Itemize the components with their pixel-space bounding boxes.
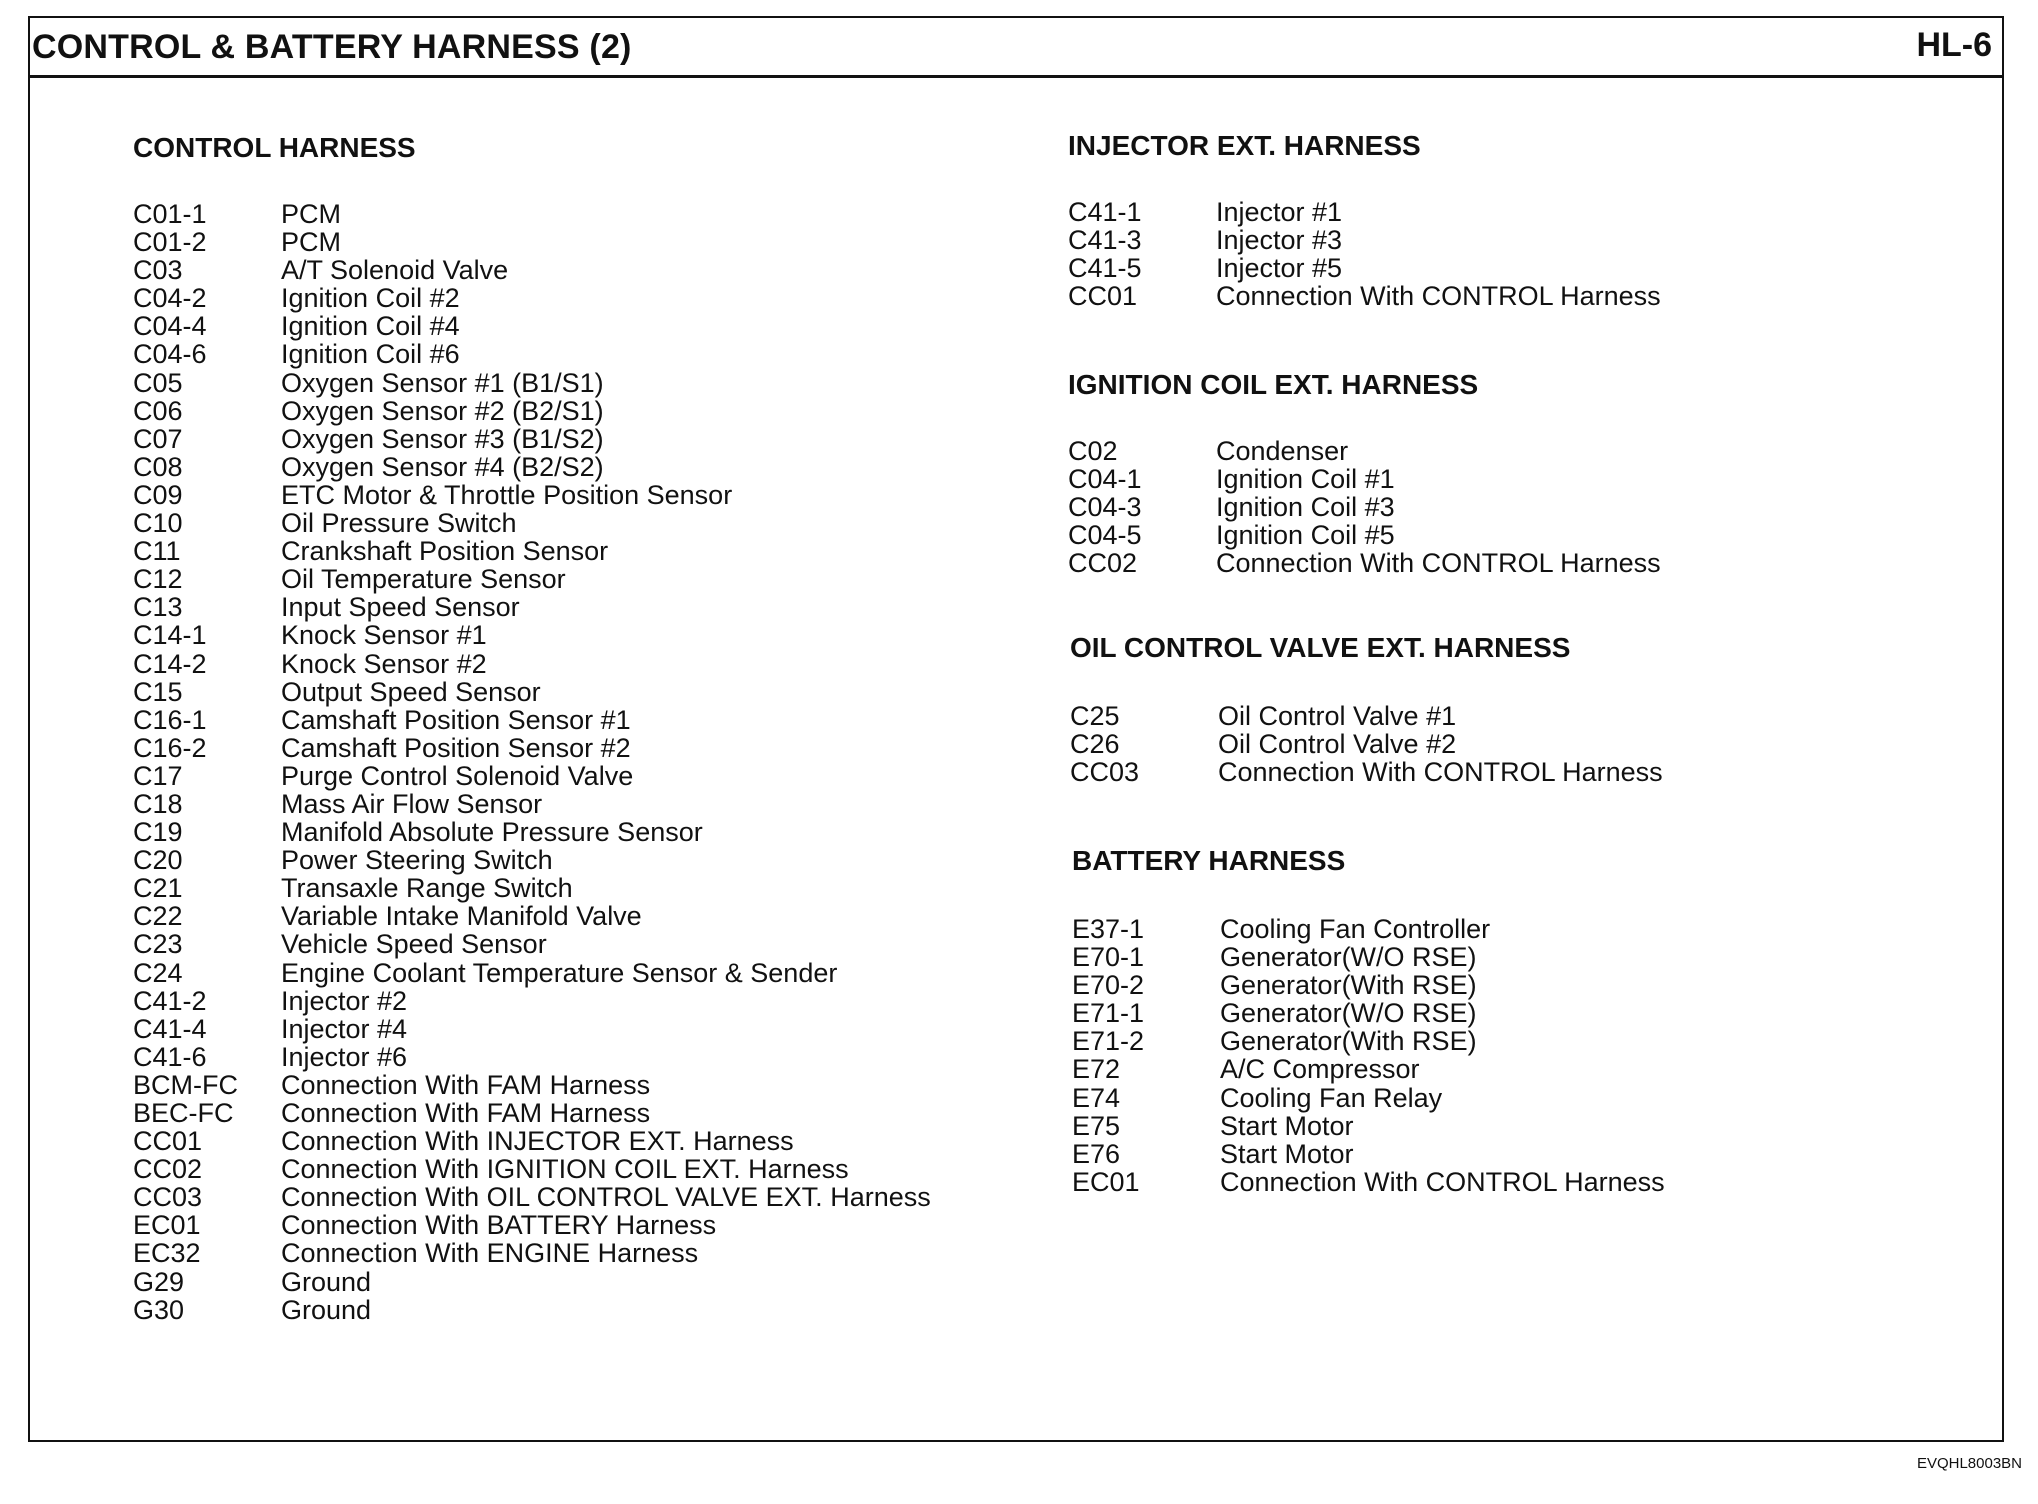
connector-description: Connection With FAM Harness [281,1069,651,1100]
connector-code: C41-2 [133,985,207,1016]
connector-code: CC02 [1068,548,1138,579]
connector-description: Oxygen Sensor #3 (B1/S2) [281,423,604,454]
list-item [1072,1027,1972,1055]
list-item [133,706,1033,734]
connector-description: A/T Solenoid Valve [281,255,509,286]
connector-code: CC02 [133,1154,203,1185]
connector-description: Variable Intake Manifold Valve [281,901,642,932]
connector-description: Purge Control Solenoid Valve [281,760,634,791]
list-item [133,1268,1033,1296]
connector-description: Oil Control Valve #1 [1218,701,1457,731]
connector-code: C19 [133,817,183,848]
list-item [1072,971,1972,999]
connector-description: Injector #1 [1216,197,1343,227]
list-item [1072,915,1972,943]
connector-code: C20 [133,845,183,876]
connector-code: BEC-FC [133,1098,234,1128]
page-number: HL-6 [1916,26,1992,64]
list-item [133,284,1033,312]
list-item [133,678,1033,706]
list-item [133,481,1033,509]
connector-description: Start Motor [1220,1110,1354,1141]
connector-code: C06 [133,395,183,426]
list-item [133,1043,1033,1071]
list-item [133,1296,1033,1324]
connector-code: G30 [133,1294,185,1325]
section-heading: INJECTOR EXT. HARNESS [1068,130,1421,161]
connector-description: Ignition Coil #6 [281,339,460,370]
connector-code: C21 [133,873,183,904]
connector-code: C08 [133,451,183,482]
connector-description: PCM [281,199,341,229]
list-item [133,340,1033,368]
connector-description: Camshaft Position Sensor #1 [281,704,631,735]
connector-code: CC01 [133,1126,203,1157]
list-item [133,593,1033,621]
connector-description: Ground [281,1266,372,1297]
connector-list [1068,198,1968,310]
list-item [133,790,1033,818]
connector-description: A/C Compressor [1220,1054,1420,1085]
connector-code: C03 [133,255,183,286]
list-item [1070,702,1970,730]
connector-description: Vehicle Speed Sensor [281,929,547,960]
list-item [133,312,1033,340]
connector-code: E74 [1072,1082,1121,1113]
list-item [1068,465,1968,493]
connector-code: E72 [1072,1054,1121,1085]
section-oil-control-valve-ext-harness [1070,632,1970,786]
connector-description: Condenser [1216,436,1349,466]
connector-description: Connection With CONTROL Harness [1220,1166,1665,1197]
connector-list [1072,915,1972,1196]
connector-description: Ignition Coil #3 [1216,492,1395,523]
list-item [133,256,1033,284]
connector-description: Ground [281,1294,372,1325]
connector-code: C04-4 [133,311,207,342]
connector-description: Oil Control Valve #2 [1218,729,1457,760]
section-heading: BATTERY HARNESS [1072,845,1346,876]
connector-description: Ignition Coil #5 [1216,520,1395,551]
connector-code: C25 [1070,701,1120,731]
connector-code: E37-1 [1072,914,1145,944]
connector-description: Oxygen Sensor #4 (B2/S2) [281,451,604,482]
connector-description: Knock Sensor #2 [281,648,487,679]
list-item [1068,226,1968,254]
list-item [133,369,1033,397]
list-item [133,1015,1033,1043]
connector-description: Injector #6 [281,1041,408,1072]
connector-code: C04-2 [133,283,207,314]
connector-description: Generator(With RSE) [1220,970,1477,1001]
list-item [1068,282,1968,310]
list-item [133,1099,1033,1127]
connector-code: CC03 [133,1182,203,1213]
connector-code: C15 [133,676,183,707]
document-id: EVQHL8003BN [1916,1455,2022,1472]
list-item [1068,493,1968,521]
connector-code: EC01 [133,1210,201,1241]
connector-code: C12 [133,564,183,595]
connector-code: E71-1 [1072,998,1145,1029]
list-item [1068,549,1968,577]
list-item [1068,521,1968,549]
connector-description: Power Steering Switch [281,845,553,876]
connector-code: C05 [133,367,183,398]
connector-description: Output Speed Sensor [281,676,541,707]
connector-description: Generator(With RSE) [1220,1026,1477,1057]
connector-code: C22 [133,901,183,932]
connector-description: Connection With OIL CONTROL VALVE EXT. Harness [281,1182,931,1213]
connector-description: Injector #5 [1216,253,1343,284]
list-item [133,1127,1033,1155]
connector-code: E76 [1072,1138,1121,1169]
connector-description: Generator(W/O RSE) [1220,998,1477,1029]
connector-code: C04-3 [1068,492,1142,523]
list-item [133,846,1033,874]
connector-code: EC32 [133,1238,201,1269]
connector-list [133,200,1033,1324]
connector-list [1070,702,1970,786]
connector-code: C41-5 [1068,253,1142,284]
connector-description: Injector #4 [281,1013,408,1044]
connector-code: C16-1 [133,704,207,735]
connector-code: C14-2 [133,648,207,679]
connector-code: C16-2 [133,732,207,763]
connector-description: Mass Air Flow Sensor [281,788,543,819]
list-item [1070,758,1970,786]
connector-description: Connection With BATTERY Harness [281,1210,717,1241]
list-item [133,1211,1033,1239]
connector-description: Ignition Coil #4 [281,311,460,342]
list-item [133,565,1033,593]
list-item [133,734,1033,762]
connector-code: C04-1 [1068,464,1142,495]
connector-code: BCM-FC [133,1069,238,1100]
connector-description: Ignition Coil #2 [281,283,460,314]
section-heading: CONTROL HARNESS [133,132,416,163]
list-item [133,762,1033,790]
list-item [1070,730,1970,758]
section-injector-ext-harness [1068,130,1968,310]
list-item [133,397,1033,425]
connector-code: C04-5 [1068,520,1142,551]
section-ignition-coil-ext-harness [1068,369,1968,577]
list-item [1072,1055,1972,1083]
list-item [1068,437,1968,465]
connector-code: C07 [133,423,183,454]
connector-description: Injector #2 [281,985,408,1016]
list-item [133,509,1033,537]
connector-code: C18 [133,788,183,819]
connector-description: Injector #3 [1216,225,1343,256]
list-item [133,537,1033,565]
connector-code: C41-4 [133,1013,207,1044]
connector-description: Transaxle Range Switch [281,873,573,904]
connector-code: C17 [133,760,183,791]
connector-description: Connection With CONTROL Harness [1218,757,1663,788]
connector-code: E71-2 [1072,1026,1145,1057]
list-item [1072,999,1972,1027]
connector-description: Connection With CONTROL Harness [1216,281,1661,312]
list-item [133,930,1033,958]
connector-code: EC01 [1072,1166,1140,1197]
connector-description: Oil Pressure Switch [281,508,517,539]
list-item [1072,1112,1972,1140]
connector-code: C10 [133,508,183,539]
connector-code: C01-1 [133,199,207,229]
section-heading: IGNITION COIL EXT. HARNESS [1068,369,1479,400]
connector-code: C26 [1070,729,1120,760]
list-item [133,818,1033,846]
connector-code: C41-3 [1068,225,1142,256]
list-item [133,453,1033,481]
connector-description: ETC Motor & Throttle Position Sensor [281,479,733,510]
list-item [1072,943,1972,971]
section-battery-harness [1072,845,1972,1196]
connector-code: CC03 [1070,757,1140,788]
connector-code: C23 [133,929,183,960]
connector-description: PCM [281,227,341,258]
section-heading: OIL CONTROL VALVE EXT. HARNESS [1070,632,1571,663]
connector-code: E70-2 [1072,970,1145,1001]
connector-description: Camshaft Position Sensor #2 [281,732,631,763]
page-header [30,18,2002,78]
list-item [133,874,1033,902]
connector-description: Start Motor [1220,1138,1354,1169]
connector-list [1068,437,1968,577]
list-item [133,1239,1033,1267]
list-item [133,987,1033,1015]
connector-code: C04-6 [133,339,207,370]
connector-description: Oxygen Sensor #1 (B1/S1) [281,367,604,398]
list-item [133,1183,1033,1211]
connector-description: Cooling Fan Controller [1220,914,1491,944]
list-item [1072,1168,1972,1196]
connector-description: Oil Temperature Sensor [281,564,566,595]
connector-description: Oxygen Sensor #2 (B2/S1) [281,395,604,426]
connector-description: Connection With INJECTOR EXT. Harness [281,1126,794,1157]
connector-code: C14-1 [133,620,207,651]
connector-description: Connection With CONTROL Harness [1216,548,1661,579]
connector-code: C24 [133,957,183,988]
list-item [1068,198,1968,226]
list-item [133,228,1033,256]
page-title: CONTROL & BATTERY HARNESS (2) [32,28,632,66]
connector-code: C01-2 [133,227,207,258]
connector-description: Input Speed Sensor [281,592,520,623]
connector-code: C13 [133,592,183,623]
list-item [133,959,1033,987]
list-item [133,200,1033,228]
list-item [133,1155,1033,1183]
list-item [1068,254,1968,282]
list-item [133,1071,1033,1099]
section-control-harness [133,132,1033,1324]
connector-description: Connection With IGNITION COIL EXT. Harness [281,1154,849,1185]
connector-description: Engine Coolant Temperature Sensor & Sender [281,957,838,988]
connector-code: C11 [133,536,181,567]
list-item [133,902,1033,930]
connector-code: C09 [133,479,183,510]
connector-description: Manifold Absolute Pressure Sensor [281,817,703,848]
list-item [1072,1140,1972,1168]
connector-description: Knock Sensor #1 [281,620,487,651]
connector-description: Crankshaft Position Sensor [281,536,609,567]
connector-description: Connection With FAM Harness [281,1098,651,1128]
connector-code: C02 [1068,436,1118,466]
connector-code: G29 [133,1266,185,1297]
list-item [1072,1084,1972,1112]
connector-code: C41-6 [133,1041,207,1072]
connector-code: C41-1 [1068,197,1142,227]
connector-code: E70-1 [1072,942,1145,973]
connector-description: Connection With ENGINE Harness [281,1238,699,1269]
list-item [133,621,1033,649]
connector-description: Generator(W/O RSE) [1220,942,1477,973]
connector-code: E75 [1072,1110,1121,1141]
list-item [133,425,1033,453]
connector-description: Ignition Coil #1 [1216,464,1395,495]
connector-code: CC01 [1068,281,1138,312]
connector-description: Cooling Fan Relay [1220,1082,1443,1113]
list-item [133,650,1033,678]
